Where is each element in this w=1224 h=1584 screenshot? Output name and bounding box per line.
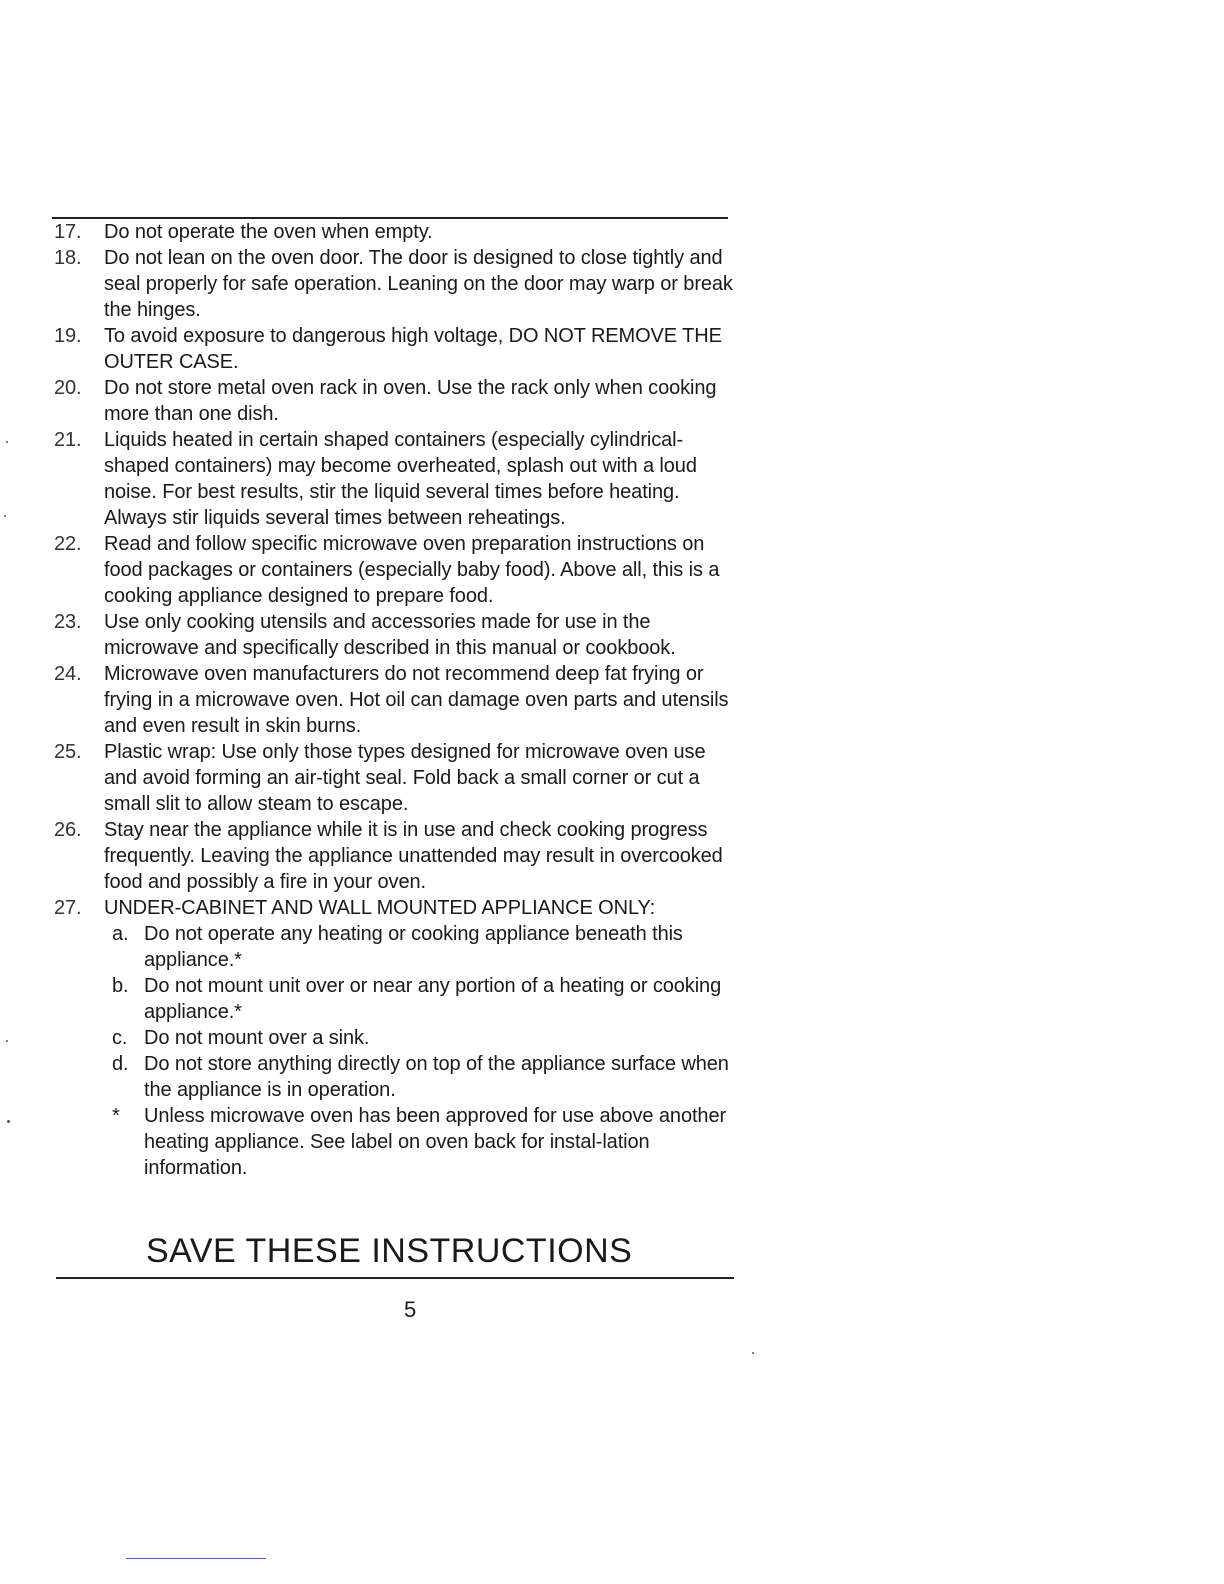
item-text: Liquids heated in certain shaped containers (especially cylindrical-shaped containers) may become overheated, splash out with a loud noise. For best results, stir the liquid several times before heating. Always stir liquids several times between reheatings. <box>104 429 697 529</box>
sub-item <box>104 1025 742 1051</box>
item-number: 19. <box>54 325 82 347</box>
sub-item-text: Do not mount over a sink. <box>144 1027 370 1049</box>
item-text: Microwave oven manufacturers do not recommend deep fat frying or frying in a microwave oven. Hot oil can damage oven parts and utensils and even result in skin burns. <box>104 663 729 737</box>
sub-item <box>104 973 742 1025</box>
list-item <box>52 427 742 531</box>
list-item <box>52 661 742 739</box>
list-item <box>52 895 742 1181</box>
sub-item <box>104 1051 742 1103</box>
item-number: 17. <box>54 221 82 243</box>
footnote-marker: * <box>112 1105 120 1127</box>
item-number: 23. <box>54 611 82 633</box>
footnote <box>104 1103 742 1181</box>
list-item <box>52 817 742 895</box>
list-item <box>52 323 742 375</box>
sub-item-marker: d. <box>112 1053 129 1075</box>
scan-speck <box>4 515 6 517</box>
scan-speck <box>6 441 8 443</box>
item-text: Use only cooking utensils and accessories made for use in the microwave and specifically described in this manual or cookbook. <box>104 611 676 659</box>
list-item <box>52 375 742 427</box>
safety-instructions-list <box>52 219 742 1181</box>
item-text: Do not store metal oven rack in oven. Use the rack only when cooking more than one dish. <box>104 377 717 425</box>
sub-item-text: Do not operate any heating or cooking appliance beneath this appliance.* <box>144 923 683 971</box>
sub-item <box>104 921 742 973</box>
sub-item-text: Do not store anything directly on top of the appliance surface when the appliance is in operation. <box>144 1053 729 1101</box>
item-text: Do not lean on the oven door. The door is designed to close tightly and seal properly for safe operation. Leaning on the door may warp or break the hinges. <box>104 247 733 321</box>
item-text: Stay near the appliance while it is in use and check cooking progress frequently. Leaving the appliance unattended may result in overcooked food and possibly a fire in your oven. <box>104 819 723 893</box>
item-number: 20. <box>54 377 82 399</box>
sub-item-text: Do not mount unit over or near any portion of a heating or cooking appliance.* <box>144 975 722 1023</box>
scan-artifact-line <box>126 1558 266 1559</box>
item-number: 25. <box>54 741 82 763</box>
item-number: 24. <box>54 663 82 685</box>
list-item <box>52 531 742 609</box>
sub-item-marker: a. <box>112 923 129 945</box>
bottom-rule <box>56 1277 734 1279</box>
item-text: Do not operate the oven when empty. <box>104 221 433 243</box>
item-number: 26. <box>54 819 82 841</box>
list-item <box>52 739 742 817</box>
scan-speck <box>752 1352 754 1354</box>
item-number: 22. <box>54 533 82 555</box>
scan-speck <box>6 1040 8 1042</box>
save-instructions-heading: SAVE THESE INSTRUCTIONS <box>146 1232 633 1270</box>
item-text: To avoid exposure to dangerous high voltage, DO NOT REMOVE THE OUTER CASE. <box>104 325 722 373</box>
scan-speck <box>7 1120 10 1123</box>
item-text: Plastic wrap: Use only those types designed for microwave oven use and avoid forming an air-tight seal. Fold back a small corner or cut a small slit to allow steam to escape. <box>104 741 706 815</box>
sub-item-marker: b. <box>112 975 129 997</box>
item-number: 21. <box>54 429 82 451</box>
list-item <box>52 245 742 323</box>
item-number: 18. <box>54 247 82 269</box>
item-text: UNDER-CABINET AND WALL MOUNTED APPLIANCE ONLY: <box>104 897 656 919</box>
page-number: 5 <box>404 1297 417 1322</box>
list-item <box>52 609 742 661</box>
item-text: Read and follow specific microwave oven preparation instructions on food packages or containers (especially baby food). Above all, this is a cooking appliance designed to prepare food. <box>104 533 720 607</box>
item-number: 27. <box>54 897 82 919</box>
sub-item-marker: c. <box>112 1027 128 1049</box>
list-item <box>52 219 742 245</box>
footnote-text: Unless microwave oven has been approved for use above another heating appliance. See label on oven back for instal-lation information. <box>144 1105 727 1179</box>
